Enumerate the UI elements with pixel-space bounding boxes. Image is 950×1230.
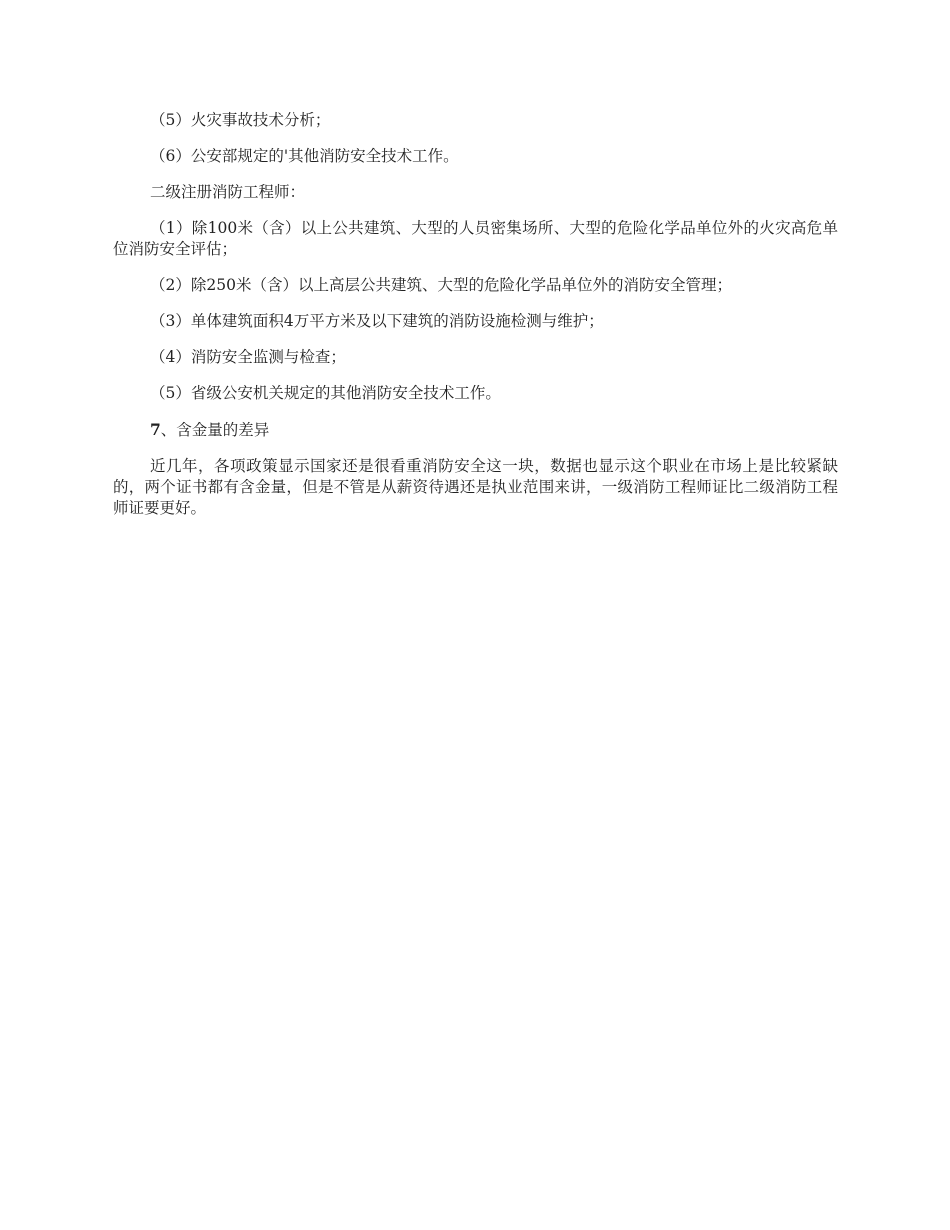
list-item-monitoring-inspection: （4）消防安全监测与检查； — [150, 348, 346, 366]
section-label-second-level-engineer: 二级注册消防工程师： — [150, 183, 306, 201]
list-item-provincial-work: （5）省级公安机关规定的其他消防安全技术工作。 — [150, 384, 501, 402]
section-heading — [113, 419, 838, 441]
list-item-other-ministry-work: （6）公安部规定的'其他消防安全技术工作。 — [150, 147, 459, 165]
list-item-facility-inspection: （3）单体建筑面积4万平方米及以下建筑的消防设施检测与维护； — [150, 312, 604, 330]
closing-paragraph: 近几年，各项政策显示国家还是很看重消防安全这一块，数据也显示这个职业在市场上是比较紧缺的，两个证书都有含金量，但是不管是从薪资待遇还是执业范围来讲，一级消防工程师证比二级消防工程师证要更好。 — [113, 457, 838, 517]
list-item-safety-assessment: （1）除100米（含）以上公共建筑、大型的人员密集场所、大型的危险化学品单位外的火灾高危单位消防安全评估； — [113, 219, 838, 258]
list-item-fire-accident-analysis: （5）火灾事故技术分析； — [150, 111, 331, 129]
document-page — [113, 110, 838, 519]
section-heading-text: 、含金量的差异 — [160, 421, 270, 439]
list-item-safety-management: （2）除250米（含）以上高层公共建筑、大型的危险化学品单位外的消防安全管理； — [150, 276, 732, 294]
section-heading-number: 7 — [150, 420, 161, 439]
